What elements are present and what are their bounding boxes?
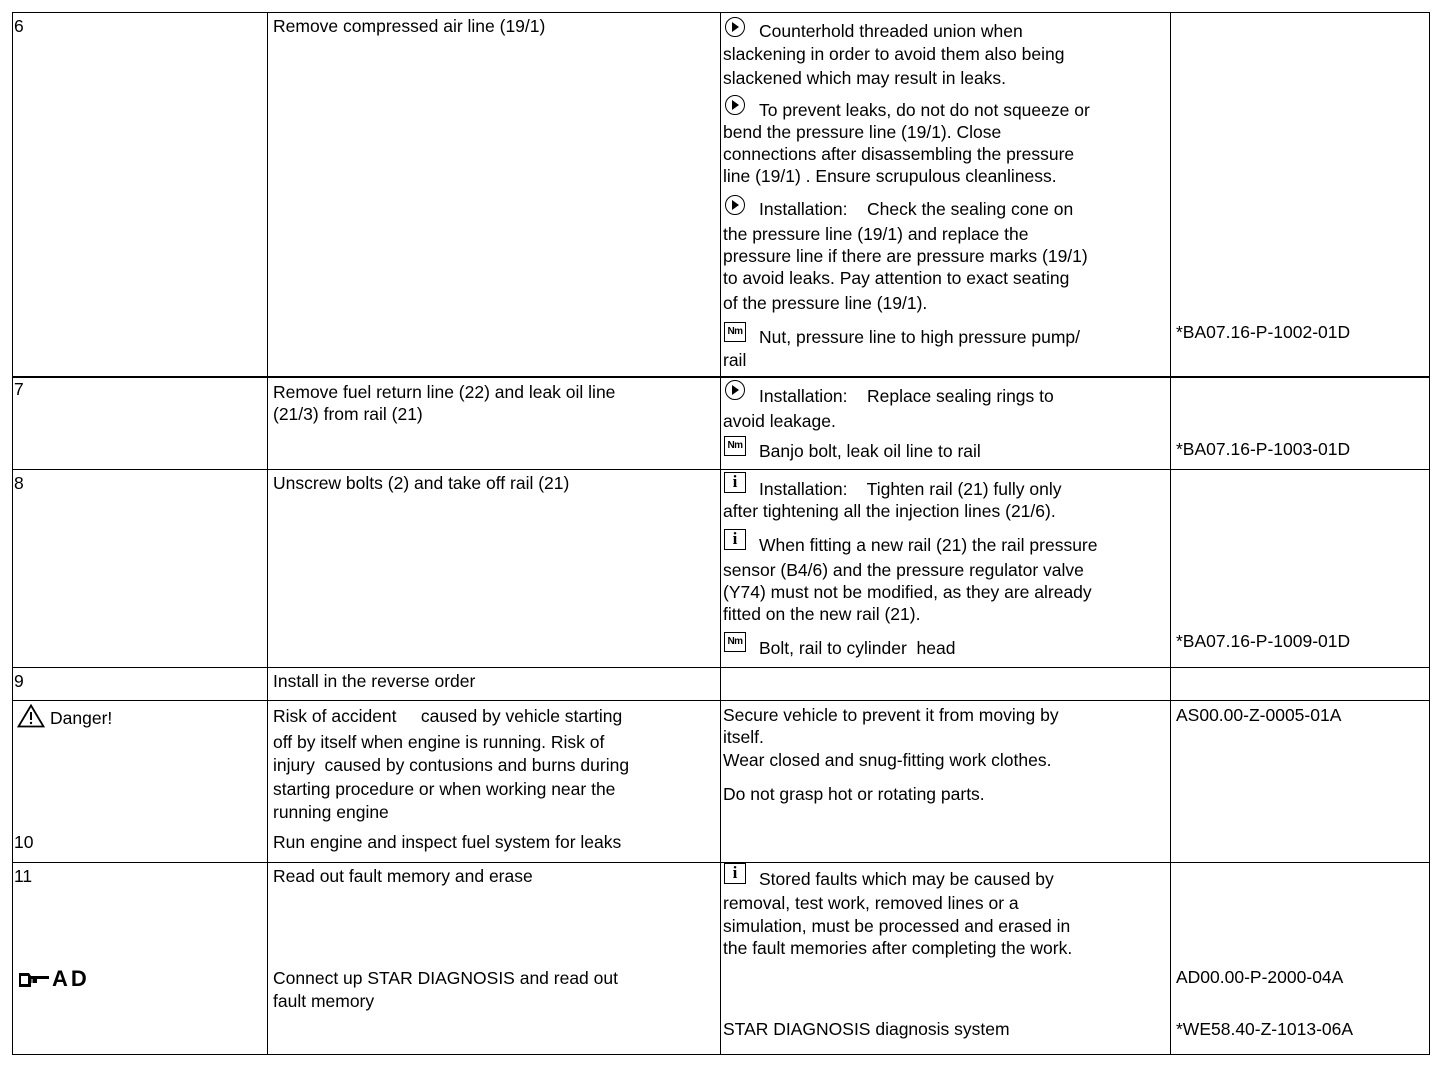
danger-text: Risk of accident caused by vehicle starting bbox=[273, 706, 623, 726]
pointing-hand-icon bbox=[17, 967, 51, 989]
column-divider bbox=[720, 12, 721, 1054]
nm-torque-icon: Nm bbox=[724, 436, 746, 456]
note-line: Installation: Check the sealing cone on bbox=[759, 199, 1074, 219]
step-notes bbox=[723, 378, 1168, 471]
step-action: Remove fuel return line (22) and leak oil line bbox=[273, 382, 616, 402]
step-number: 6 bbox=[14, 16, 24, 36]
step-number: 8 bbox=[14, 473, 24, 493]
step-row-7 bbox=[12, 376, 1430, 471]
danger-text: starting procedure or when working near the bbox=[273, 779, 616, 799]
note-line: pressure line if there are pressure marks (19/1) bbox=[723, 246, 1088, 266]
document-reference: *BA07.16-P-1002-01D bbox=[1176, 322, 1351, 342]
info-icon: i bbox=[724, 863, 746, 884]
danger-label: Danger! bbox=[50, 708, 113, 728]
arrow-circle-icon bbox=[725, 195, 745, 215]
step-action: Read out fault memory and erase bbox=[273, 866, 533, 886]
document-reference: *WE58.40-Z-1013-06A bbox=[1176, 1019, 1354, 1039]
note-line: To prevent leaks, do not do not squeeze or bbox=[759, 100, 1090, 120]
danger-text: off by itself when engine is running. Risk of bbox=[273, 732, 605, 752]
column-divider bbox=[267, 12, 268, 1054]
danger-text: injury caused by contusions and burns during bbox=[273, 755, 630, 775]
safety-measure: Wear closed and snug-fitting work clothes. bbox=[723, 750, 1052, 770]
step-notes bbox=[723, 13, 1168, 377]
note-line: Banjo bolt, leak oil line to rail bbox=[759, 441, 981, 461]
document-reference: *BA07.16-P-1009-01D bbox=[1176, 631, 1351, 651]
note-line: Counterhold threaded union when bbox=[759, 21, 1023, 41]
step-number: 11 bbox=[14, 866, 33, 886]
note-line: of the pressure line (19/1). bbox=[723, 293, 928, 313]
note-line: slackened which may result in leaks. bbox=[723, 68, 1007, 88]
note-line: after tightening all the injection lines (21/6). bbox=[723, 501, 1056, 521]
step-row-6 bbox=[12, 12, 1430, 377]
note-line: Installation: Tighten rail (21) fully only bbox=[759, 479, 1062, 499]
info-icon: i bbox=[724, 529, 746, 550]
document-reference: *BA07.16-P-1003-01D bbox=[1176, 439, 1351, 459]
step-row-9 bbox=[12, 667, 1430, 701]
note-line: When fitting a new rail (21) the rail pressure bbox=[759, 535, 1098, 555]
note-line: removal, test work, removed lines or a bbox=[723, 893, 1019, 913]
column-divider bbox=[1170, 12, 1171, 1054]
note-line: connections after disassembling the pressure bbox=[723, 144, 1075, 164]
note-line: to avoid leaks. Pay attention to exact seating bbox=[723, 268, 1070, 288]
step-row-8 bbox=[12, 469, 1430, 668]
note-line: rail bbox=[723, 350, 747, 370]
info-icon: i bbox=[724, 472, 746, 493]
safety-measure: Secure vehicle to prevent it from moving by bbox=[723, 705, 1059, 725]
step-action: Unscrew bolts (2) and take off rail (21) bbox=[273, 473, 570, 493]
note-line: Bolt, rail to cylinder head bbox=[759, 638, 956, 658]
step-row-10 bbox=[12, 700, 1430, 863]
note-line: Stored faults which may be caused by bbox=[759, 869, 1054, 889]
step-number: 10 bbox=[14, 832, 34, 852]
step-number: 9 bbox=[14, 671, 24, 691]
note-line: sensor (B4/6) and the pressure regulator valve bbox=[723, 560, 1084, 580]
arrow-circle-icon bbox=[725, 380, 745, 400]
nm-torque-icon: Nm bbox=[724, 322, 746, 342]
note-line: the pressure line (19/1) and replace the bbox=[723, 224, 1029, 244]
safety-measure: itself. bbox=[723, 727, 764, 747]
note-line: slackening in order to avoid them also being bbox=[723, 44, 1065, 64]
step-action: (21/3) from rail (21) bbox=[273, 404, 423, 424]
arrow-circle-icon bbox=[725, 17, 745, 37]
repair-procedure-table bbox=[12, 12, 1430, 1054]
note-line: Nut, pressure line to high pressure pump/ bbox=[759, 327, 1080, 347]
nm-torque-icon: Nm bbox=[724, 632, 746, 652]
note-line: avoid leakage. bbox=[723, 411, 836, 431]
warning-triangle-icon bbox=[17, 704, 45, 728]
table-border-right bbox=[1429, 12, 1430, 1054]
step-number: 7 bbox=[14, 379, 24, 399]
table-border-left bbox=[12, 12, 13, 1054]
ad-action: Connect up STAR DIAGNOSIS and read out bbox=[273, 968, 618, 988]
note-line: fitted on the new rail (21). bbox=[723, 604, 921, 624]
safety-measure: Do not grasp hot or rotating parts. bbox=[723, 784, 985, 804]
note-line: (Y74) must not be modified, as they are already bbox=[723, 582, 1092, 602]
ad-action: fault memory bbox=[273, 991, 375, 1011]
step-notes bbox=[723, 863, 1168, 1054]
document-reference: AD00.00-P-2000-04A bbox=[1176, 967, 1344, 987]
note-line: the fault memories after completing the work. bbox=[723, 938, 1073, 958]
step-notes bbox=[723, 470, 1168, 668]
note-line: line (19/1) . Ensure scrupulous cleanliness. bbox=[723, 166, 1057, 186]
ad-label: AD bbox=[52, 966, 90, 991]
step-action: Install in the reverse order bbox=[273, 671, 476, 691]
arrow-circle-icon bbox=[725, 95, 745, 115]
step-action: Run engine and inspect fuel system for leaks bbox=[273, 832, 622, 852]
note-line: Installation: Replace sealing rings to bbox=[759, 386, 1054, 406]
note-line: simulation, must be processed and erased in bbox=[723, 916, 1071, 936]
step-row-11 bbox=[12, 862, 1430, 1055]
danger-text: running engine bbox=[273, 802, 389, 822]
note-line: bend the pressure line (19/1). Close bbox=[723, 122, 1002, 142]
step-action: Remove compressed air line (19/1) bbox=[273, 16, 546, 36]
tool-name: STAR DIAGNOSIS diagnosis system bbox=[723, 1019, 1010, 1039]
document-reference: AS00.00-Z-0005-01A bbox=[1176, 705, 1342, 725]
